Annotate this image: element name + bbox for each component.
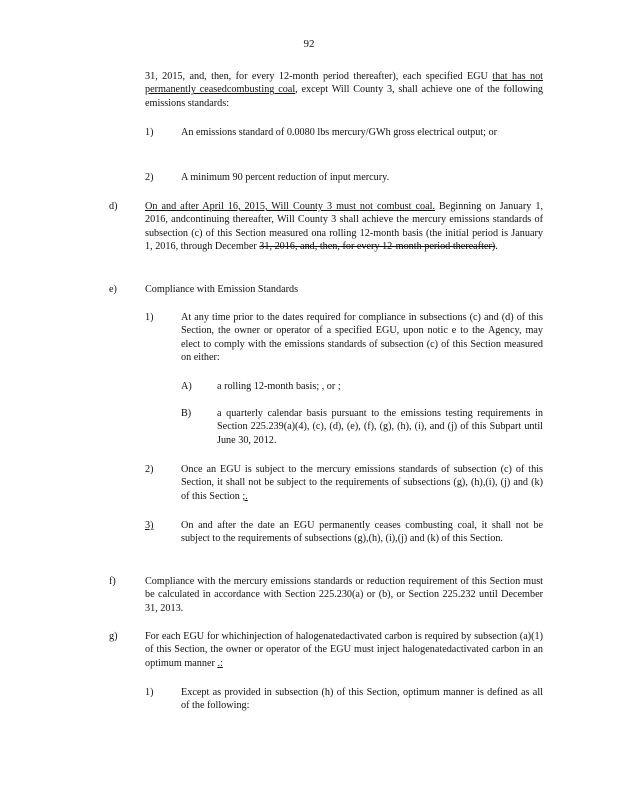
subsection-e2-label: 2) [145, 464, 154, 475]
subsection-eB-text: a quarterly calendar basis pursuant to the emissions testing requirements in Section 225.239(a)(4), (c), (d), (e), (f), (g), (h), (i), and (j) of this Subpart until June 30, 2012. [217, 408, 543, 446]
standard-2-label: 2) [145, 172, 154, 183]
intro-text-a: 31, 2015, and, then, for every 12-month period thereafter), each specified EGU [145, 71, 493, 82]
subsection-e2-inserted: ;. [242, 490, 248, 502]
standard-1-label: 1) [145, 127, 154, 138]
subsection-e-heading: Compliance with Emission Standards [145, 284, 299, 295]
subsection-eA-text: a rolling 12-month basis; , or ; [217, 381, 341, 392]
page-number: 92 [303, 38, 315, 50]
subsection-f-label: f) [109, 576, 116, 587]
subsection-e2-text [181, 463, 543, 503]
intro-inserted-text: that has not permanently ceasedcombusting coal [145, 71, 544, 96]
subsection-d-inserted: On and after April 16, 2015, Will County 3 must not combust coal. [145, 201, 435, 212]
subsection-e2-body: Once an EGU is subject to the mercury emissions standards of subsection (c) of this Section, it shall not be subject to the requirements of subsections (g), (h),(i), (j) and (k) of this Section [181, 464, 543, 502]
subsection-e3-text: On and after the date an EGU permanently ceases combusting coal, it shall not be subject to the requirements of subsections (g),(h), (i),(j) and (k) of this Section. [181, 520, 543, 545]
intro-text-c: , except Will County 3, shall achieve one of the following emissions standards: [145, 84, 544, 109]
subsection-f-text: Compliance with the mercury emissions standards or reduction requirement of this Section must be calculated in accordance with Section 225.230(a) or (b), or Section 225.232 until December 31, 2013. [145, 576, 543, 614]
intro-paragraph [145, 70, 543, 110]
subsection-e1-text: At any time prior to the dates required for compliance in subsections (c) and (d) of this Section, the owner or operator of a specified EGU, upon notic e to the Agency, may elect to comply with the emissions standards of subsection (c) of this Section measured on either: [181, 312, 543, 364]
subsection-g-label: g) [109, 631, 118, 642]
subsection-g-body: For each EGU for whichinjection of halogenatedactivated carbon is required by subsection (a)(1) of this Section, the owner or operator of the EGU must inject halogenatedactivated carbon in an optimum manner [145, 631, 543, 669]
subsection-d-end: . [495, 241, 498, 253]
subsection-e3-label: 3) [145, 520, 154, 531]
subsection-eB-label: B) [181, 408, 192, 419]
subsection-e1-label: 1) [145, 312, 154, 323]
subsection-g-text [145, 630, 543, 670]
subsection-d-label: d) [109, 201, 118, 212]
subsection-e-label: e) [109, 284, 117, 295]
standard-1-text: An emissions standard of 0.0080 lbs mercury/GWh gross electrical output; or [181, 127, 498, 138]
subsection-g1-text: Except as provided in subsection (h) of this Section, optimum manner is defined as all of the following: [181, 687, 543, 712]
subsection-g1-label: 1) [145, 687, 154, 698]
subsection-g-inserted: .: [217, 657, 223, 669]
subsection-d-deleted: 31, 2016, and, then, for every 12-month period thereafter) [259, 241, 496, 253]
subsection-d-text [145, 200, 543, 254]
subsection-eA-label: A) [181, 381, 192, 392]
subsection-d-body: Beginning on January 1, 2016, andcontinuing thereafter, Will County 3 shall achieve the mercury emissions standards of subsection (c) of this Section measured ona rolling 12-month basis (the initial period is January 1, 2016, through December [145, 201, 543, 253]
standard-2-text: A minimum 90 percent reduction of input mercury. [181, 172, 390, 183]
